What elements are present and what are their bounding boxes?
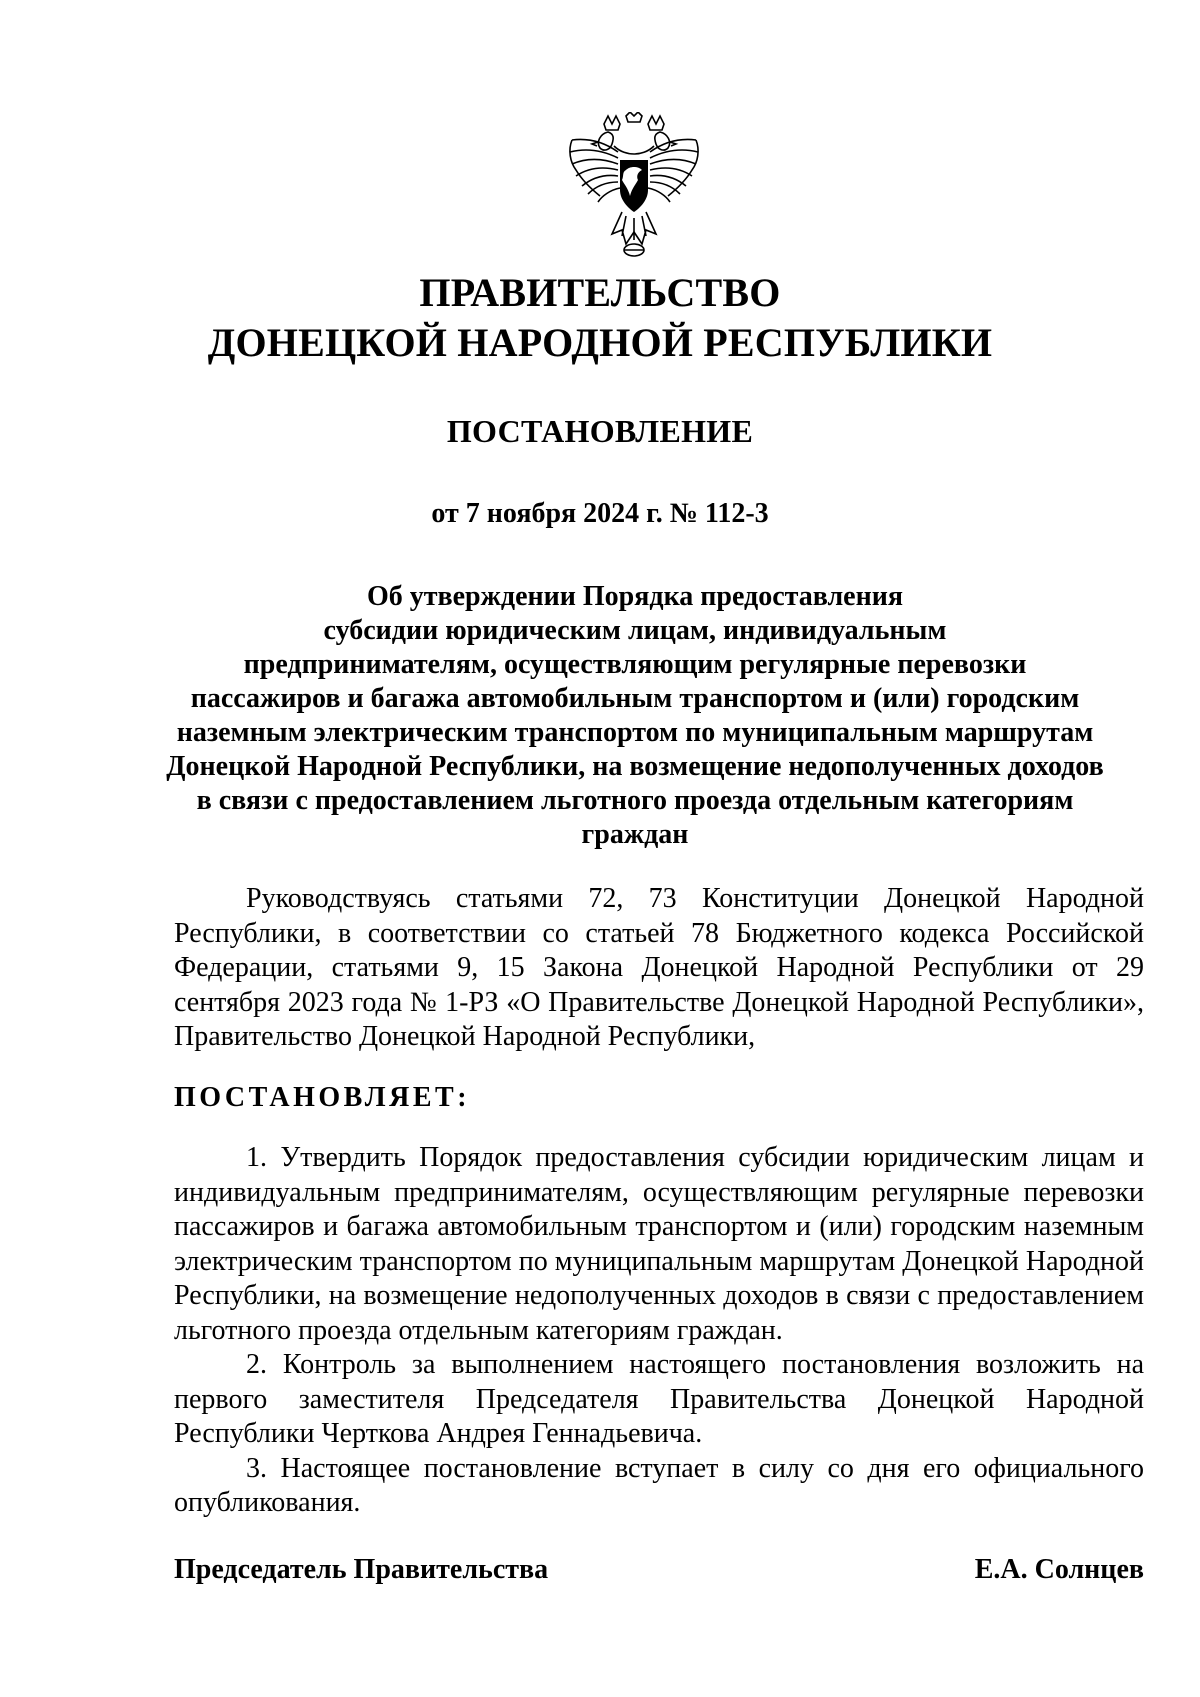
government-name-line2: ДОНЕЦКОЙ НАРОДНОЙ РЕСПУБЛИКИ bbox=[207, 320, 993, 365]
preamble bbox=[174, 882, 1144, 1055]
decree-item-1: 1. Утвердить Порядок предоставления субсидии юридическим лицам и индивидуальным предпринимателям, осуществляющим регулярные перевозки пассажиров и багажа автомобильным транспортом и (или) городским наземным электрическим транспортом по муниципальным маршрутам Донецкой Народной Республики, на возмещение недополученных доходов в связи с предоставлением льготного проезда отдельным категориям граждан. bbox=[174, 1142, 1144, 1346]
subject-line: наземным электрическим транспортом по муниципальным маршрутам bbox=[176, 717, 1094, 748]
subject-line: пассажиров и багажа автомобильным транспортом и (или) городским bbox=[190, 683, 1080, 714]
subject-line: предпринимателям, осуществляющим регулярные перевозки bbox=[243, 649, 1027, 680]
decree-item-2: 2. Контроль за выполнением настоящего постановления возложить на первого заместителя Председателя Правительства Донецкой Народной Республики Черткова Андрея Геннадьевича. bbox=[174, 1349, 1144, 1449]
subject-line: в связи с предоставлением льготного проезда отдельным категориям bbox=[196, 785, 1074, 816]
resolves-heading: ПОСТАНОВЛЯЕТ: bbox=[174, 1082, 471, 1113]
signatory-name: Е.А. Солнцев bbox=[974, 1554, 1144, 1585]
subject-line: Донецкой Народной Республики, на возмещение недополученных доходов bbox=[166, 751, 1104, 782]
government-name bbox=[0, 268, 1200, 368]
decree-item-3: 3. Настоящее постановление вступает в силу со дня его официального опубликования. bbox=[174, 1452, 1144, 1518]
subject-line: субсидии юридическим лицам, индивидуальным bbox=[323, 615, 947, 646]
preamble-text: Руководствуясь статьями 72, 73 Конституции Донецкой Народной Республики, в соответствии со статьей 78 Бюджетного кодекса Российской Федерации, статьями 9, 15 Закона Донецкой Народной Республики от 29 сентября 2023 года № 1-РЗ «О Правительстве Донецкой Народной Республики», Правительство Донецкой Народной Республики, bbox=[174, 883, 1144, 1052]
date-and-number: от 7 ноября 2024 г. № 112-3 bbox=[431, 498, 769, 529]
decree-items bbox=[174, 1141, 1144, 1521]
coat-of-arms-icon bbox=[564, 112, 704, 260]
subject-line: Об утверждении Порядка предоставления bbox=[366, 581, 904, 612]
subject-line: граждан bbox=[581, 819, 689, 850]
government-name-line1: ПРАВИТЕЛЬСТВО bbox=[419, 270, 781, 315]
document-type: ПОСТАНОВЛЕНИЕ bbox=[446, 413, 754, 449]
signatory-title: Председатель Правительства bbox=[174, 1554, 549, 1585]
decree-subject bbox=[160, 580, 1110, 852]
